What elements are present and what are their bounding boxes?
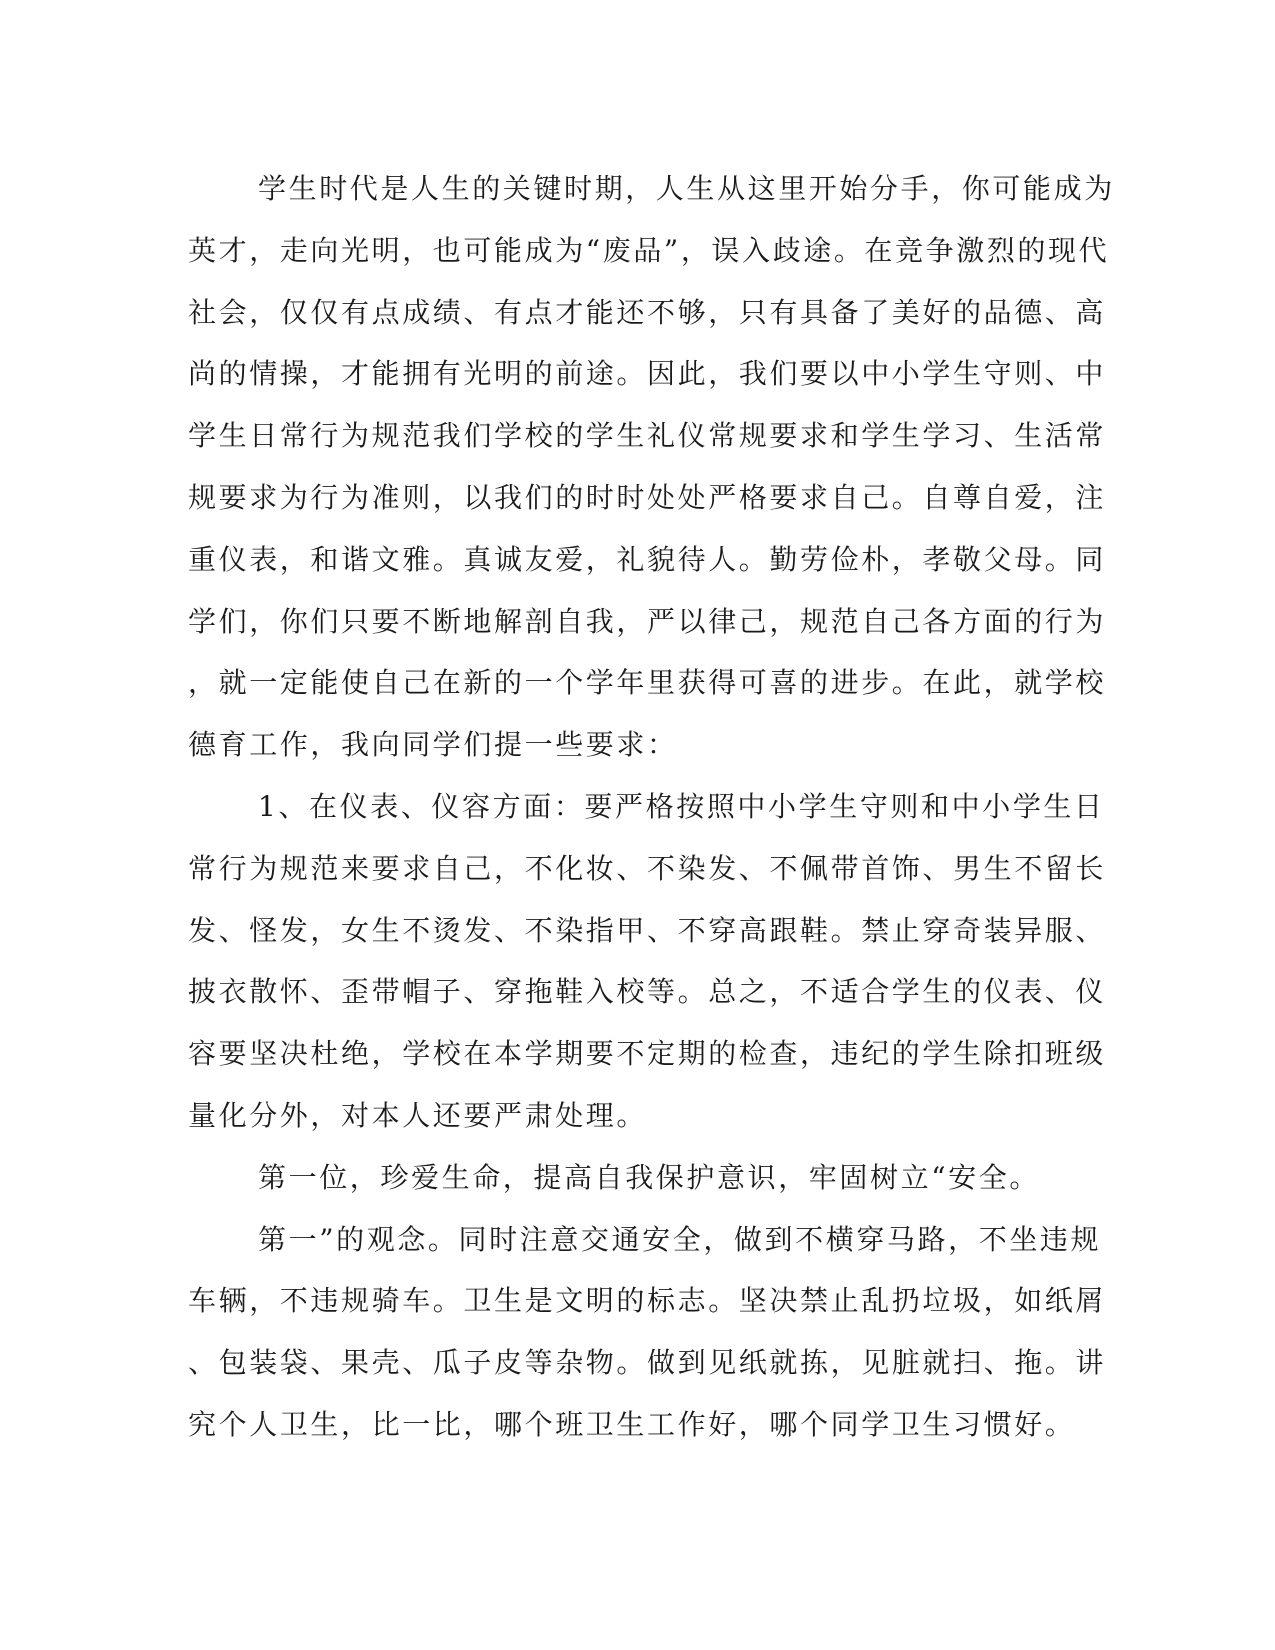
paragraph-line: 常行为规范来要求自己，不化妆、不染发、不佩带首饰、男生不留长 [188, 851, 1107, 885]
paragraph-line: 第一位，珍爱生命，提高自我保护意识，牢固树立“安全。 [258, 1160, 1040, 1194]
paragraph-line: 重仪表，和谐文雅。真诚友爱，礼貌待人。勤劳俭朴，孝敬父母。同 [188, 542, 1107, 576]
paragraph-line: 究个人卫生，比一比，哪个班卫生工作好，哪个同学卫生习惯好。 [188, 1407, 1076, 1441]
paragraph-line: 量化分外，对本人还要严肃处理。 [188, 1098, 648, 1132]
paragraph-line: 社会，仅仅有点成绩、有点才能还不够，只有具备了美好的品德、高 [188, 295, 1107, 329]
paragraph-line: 规要求为行为准则，以我们的时时处处严格要求自己。自尊自爱，注 [188, 480, 1107, 514]
paragraph-line: 尚的情操，才能拥有光明的前途。因此，我们要以中小学生守则、中 [188, 357, 1107, 391]
paragraph-line: 、包装袋、果壳、瓜子皮等杂物。做到见纸就拣，见脏就扫、拖。讲 [188, 1346, 1107, 1380]
paragraph-line: 1、在仪表、仪容方面：要严格按照中小学生守则和中小学生日 [258, 789, 1105, 823]
paragraph-line: 英才，走向光明，也可能成为“废品”，误入歧途。在竞争激烈的现代 [188, 233, 1110, 267]
paragraph-line: 车辆，不违规骑车。卫生是文明的标志。坚决禁止乱扔垃圾，如纸屑 [188, 1284, 1107, 1318]
paragraph-line: 学们，你们只要不断地解剖自我，严以律己，规范自己各方面的行为 [188, 604, 1107, 638]
paragraph-line: 学生时代是人生的关键时期，人生从这里开始分手，你可能成为 [258, 172, 1115, 205]
paragraph-line: 第一”的观念。同时注意交通安全，做到不横穿马路，不坐违规 [258, 1222, 1102, 1256]
document-body [188, 158, 1115, 1456]
paragraph-line: 披衣散怀、歪带帽子、穿拖鞋入校等。总之，不适合学生的仪表、仪 [188, 975, 1107, 1009]
paragraph-line: ，就一定能使自己在新的一个学年里获得可喜的进步。在此，就学校 [188, 666, 1107, 700]
paragraph-line: 发、怪发，女生不烫发、不染指甲、不穿高跟鞋。禁止穿奇装异服、 [188, 913, 1107, 947]
paragraph-line: 德育工作，我向同学们提一些要求： [188, 728, 678, 762]
paragraph-line: 容要坚决杜绝，学校在本学期要不定期的检查，违纪的学生除扣班级 [188, 1037, 1107, 1071]
paragraph-line: 学生日常行为规范我们学校的学生礼仪常规要求和学生学习、生活常 [188, 419, 1107, 453]
